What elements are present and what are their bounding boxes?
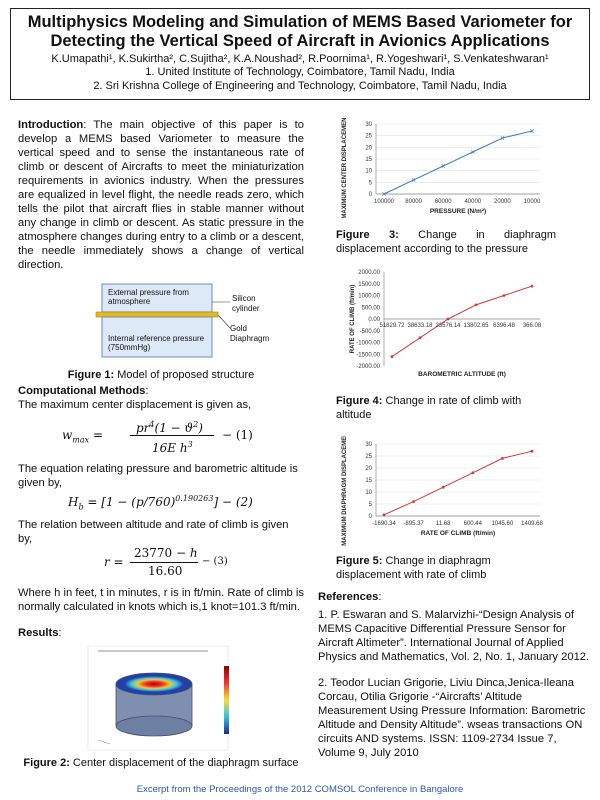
x-axis-label: PRESSURE (N/m²) <box>429 208 487 215</box>
y-tick-label: 20 <box>365 145 372 152</box>
label-gold-diaphragm: Gold Diaphragm <box>230 324 270 343</box>
label-internal-pressure: Internal reference pressure (750mmHg) <box>108 334 205 352</box>
figure-2 <box>18 644 304 756</box>
data-point <box>501 457 504 460</box>
data-point <box>503 294 506 297</box>
y-tick-label: -2000.00 <box>356 364 380 370</box>
x-tick-label: 80000 <box>405 199 422 205</box>
introduction <box>18 118 304 272</box>
methods-heading-line: Computational Methods: <box>18 385 149 397</box>
x-tick-label: 51829.72 <box>379 323 405 329</box>
series-line <box>384 451 532 515</box>
y-tick-label: 10 <box>365 490 372 496</box>
poster-title <box>11 13 589 51</box>
right-column <box>318 118 590 760</box>
methods-text-2: The equation relating pressure and barometric altitude is given by, <box>18 463 298 489</box>
label-external-pressure: External pressure from atmosphere <box>108 288 189 306</box>
displacement-surface <box>124 676 184 692</box>
eq1-denominator: 16E $h^3$ <box>152 440 193 455</box>
eq1-fraction-bar <box>130 435 214 436</box>
equation-1 <box>18 416 304 456</box>
gold-diaphragm <box>96 312 218 317</box>
eq3-number: − (3) <box>202 556 228 567</box>
x-tick-label: 1409.68 <box>521 521 543 527</box>
x-tick-label: 1045.60 <box>491 521 514 527</box>
methods-text-1: The maximum center displacement is given as, <box>18 399 252 411</box>
y-tick-label: 2000.00 <box>358 270 380 276</box>
x-tick-label: 600.44 <box>463 521 482 527</box>
figure-3-chart <box>318 118 590 218</box>
data-point <box>531 450 534 453</box>
y-tick-label: -1000.00 <box>356 340 380 347</box>
y-tick-label: 0.00 <box>368 317 380 323</box>
y-tick-label: 500.00 <box>361 305 380 312</box>
y-tick-label: 15 <box>365 478 372 484</box>
x-tick-label: 366.08 <box>522 323 542 329</box>
figure-2-caption: Figure 2: Center displacement of the diaphragm surface <box>23 757 299 769</box>
data-point <box>383 513 386 516</box>
x-tick-label: 11.68 <box>435 521 451 527</box>
eq3-lhs: r = <box>104 555 124 569</box>
eq3-denominator: 16.60 <box>148 564 183 578</box>
poster-header <box>10 8 590 100</box>
references-heading-line: References: <box>318 591 382 603</box>
x-tick-label: 6396.48 <box>493 323 515 329</box>
y-tick-label: 25 <box>365 133 372 140</box>
data-point <box>419 336 422 339</box>
simulation-plot <box>18 644 304 756</box>
x-tick-label: 38633.18 <box>407 323 433 329</box>
data-point <box>471 471 474 474</box>
series-line <box>392 286 532 357</box>
eq2-body: $H_b = [1 - (p/760)^{0.190263}] - (2)$ <box>68 494 253 512</box>
y-tick-label: 5 <box>368 502 372 508</box>
figure-4-caption: Figure 4: Change in rate of climb with altitude <box>336 395 522 421</box>
eq1-lhs: $w_{max}$ = <box>62 428 104 445</box>
y-tick-label: 15 <box>365 157 372 163</box>
x-tick-label: 40000 <box>464 199 482 205</box>
results-heading-line: Results: <box>18 627 62 639</box>
authors: K.Umapathi¹, K.Sukirtha², C.Sujitha², K.A.Noushad², R.Poornima¹, R.Yogeshwari¹, S.Venkateshwaran¹ <box>51 53 549 65</box>
methods-text-4: Where h in feet, t in minutes, r is in ft/min. Rate of climb is normally calculated in knots which is,1 knot=101.3 ft/min. <box>18 587 304 613</box>
eq3-numerator: 23770 − h <box>134 546 198 560</box>
data-point <box>412 500 415 503</box>
affiliation-2: 2. Sri Krishna College of Engineering and Technology, Coimbatore, Tamil Nadu, India <box>93 80 507 92</box>
x-tick-label: -895.37 <box>403 521 424 527</box>
y-tick-label: 5 <box>368 180 372 187</box>
y-tick-label: 25 <box>365 454 372 460</box>
data-point <box>442 486 445 489</box>
y-tick-label: 0 <box>368 514 372 520</box>
footer-note: Excerpt from the Proceedings of the 2012 COMSOL Conference in Bangalore <box>136 784 464 795</box>
affiliation-1: 1. United Institute of Technology, Coimbatore, Tamil Nadu, India <box>145 66 455 78</box>
x-tick-label: 20000 <box>494 199 511 205</box>
gold-pointer-line <box>218 315 230 328</box>
eq1-number: − (1) <box>222 428 253 442</box>
introduction-heading: Introduction <box>18 119 84 131</box>
introduction-text: : The main objective of this paper is to develop a MEMS based Variometer to measure the vertical speed and to sense the instantaneous rate of climb or descent of Aircrafts to meet the miniaturization requirements in avionics industry. When the pressures are equalized in level flight, the needle reads zero, which tells the pilot that aircraft flies in stable manner without any change in climb or descent. As static pressure in the atmosphere changes during entry to a climb or a descent, the needle immediately shows a change of vertical direction. <box>18 119 304 271</box>
equation-2 <box>18 490 304 512</box>
y-tick-label: 1500.00 <box>358 281 380 288</box>
y-axis-label: MAXIMUM DIAPHRAGM DISPLACEMENT (µm) <box>342 436 348 546</box>
y-tick-label: 30 <box>365 442 372 448</box>
figure-3-caption: Figure 3: Change in diaphragm displacement according to the pressure <box>336 229 556 255</box>
reference-2: 2. Teodor Lucian Grigorie, Liviu Dinca,Jenica-Ileana Corcau, Otilia Grigorie -“Aircrafts’ Altitude Measurement Using Pressure Information: Barometric Altitude and Density Altitude”. wseas transactions ON circuits AND systems. ISSN: 1109-2734 Issue 7, Volume 9, July 2010 <box>318 677 586 759</box>
data-point <box>475 304 478 307</box>
y-tick-label: 1000.00 <box>358 293 380 300</box>
plot-title-line <box>98 650 208 652</box>
y-axis-label: RATE OF CLIMB (ft/min) <box>350 284 356 354</box>
y-tick-label: -1500.00 <box>356 352 380 359</box>
x-axis-label: RATE OF CLIMB (ft/min) <box>420 530 496 537</box>
x-tick-label: -1690.34 <box>372 521 396 527</box>
color-legend-bar <box>224 666 229 734</box>
x-tick-label: 23576.14 <box>435 323 461 329</box>
equation-3 <box>18 546 304 578</box>
data-point <box>447 318 450 321</box>
figure-1 <box>18 282 304 366</box>
series-line <box>384 131 532 194</box>
results-heading: Results <box>18 627 59 639</box>
data-point <box>531 285 534 288</box>
data-point <box>391 355 394 358</box>
x-tick-label: 13802.65 <box>463 323 489 329</box>
x-tick-label: 10000 <box>523 199 541 205</box>
title-line-1: Multiphysics Modeling and Simulation of MEMS Based Variometer for <box>27 13 573 31</box>
y-tick-label: 10 <box>365 168 372 175</box>
eq3-fraction-bar <box>130 562 198 563</box>
eq1-numerator: $pr^4(1 - ϑ^2)$ <box>136 420 203 435</box>
figure-4-chart <box>318 266 590 384</box>
reference-1: 1. P. Eswaran and S. Malarvizhi-“Design Analysis of MEMS Capacitive Differential Pressure Sensor for Aircraft Altimeter”. International Journal of Applied Physics and Mathematics, Vol. 2, No. 1, January 2012. <box>318 609 590 663</box>
methods-text-3: The relation between altitude and rate of climb is given by, <box>18 519 289 545</box>
y-axis-label: MAXIMUM CENTER DISPLACEMENT (µm) <box>342 118 348 218</box>
title-line-2: Detecting the Vertical Speed of Aircraft in Avionics Applications <box>50 32 550 50</box>
x-tick-label: 60000 <box>434 199 452 205</box>
figure-5-caption: Figure 5: Change in diaphragm displacement with rate of climb <box>336 555 491 581</box>
left-column <box>18 118 304 770</box>
references-heading: References <box>318 591 379 603</box>
cylinder-bottom <box>116 716 192 736</box>
x-tick-label: 100000 <box>373 199 395 205</box>
x-axis-label: BAROMETRIC ALTITUDE (ft) <box>418 371 506 378</box>
figure-1-caption: Figure 1: Model of proposed structure <box>67 369 255 381</box>
y-tick-label: -500.00 <box>359 328 380 335</box>
y-tick-label: 20 <box>365 466 372 472</box>
y-tick-label: 0 <box>368 192 372 198</box>
figure-5-chart <box>318 436 590 546</box>
label-silicon-cylinder: Silicon cylinder <box>232 294 260 313</box>
methods-heading: Computational Methods <box>18 385 146 397</box>
y-tick-label: 30 <box>365 122 372 128</box>
